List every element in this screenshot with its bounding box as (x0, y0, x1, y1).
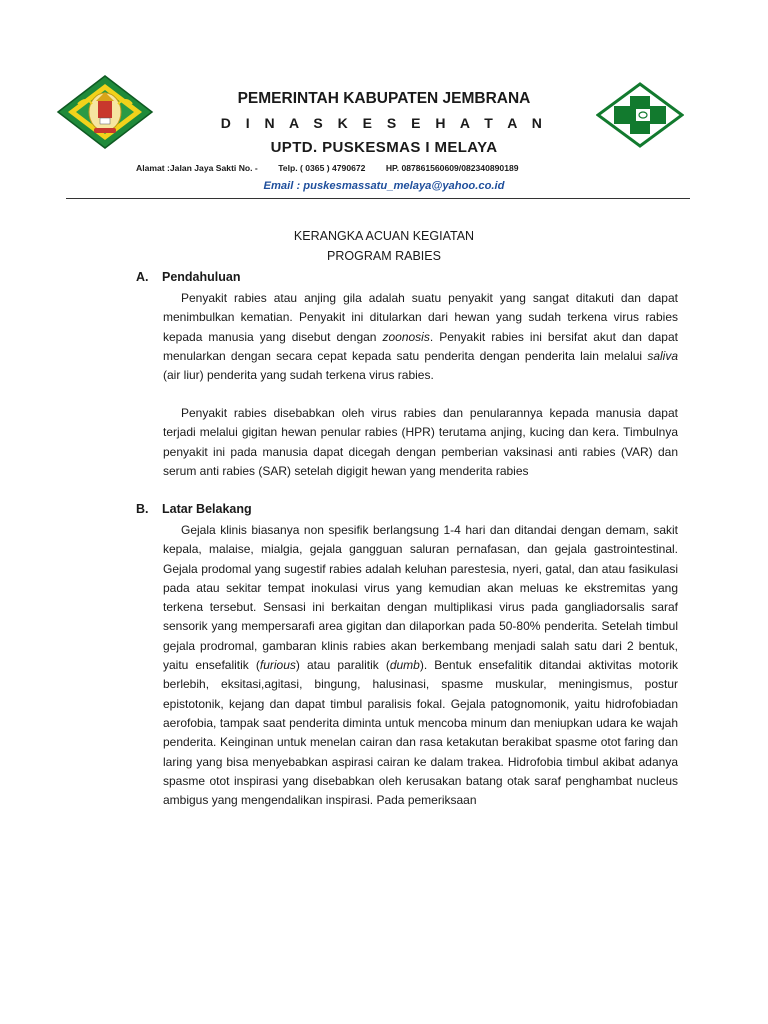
unit-name: UPTD. PUSKESMAS I MELAYA (270, 139, 498, 156)
contact-line (136, 163, 537, 173)
section-title: Pendahuluan (162, 270, 241, 284)
phone-text: Telp. ( 0365 ) 4790672 (278, 163, 366, 173)
hp-text: HP. 087861560609/082340890189 (385, 163, 519, 173)
paragraph-term: dumb (389, 658, 420, 673)
address-text: Alamat :Jalan Jaya Sakti No. - (136, 163, 258, 173)
section-title: Latar Belakang (162, 502, 252, 516)
paragraph-text: . Penyakit rabies ini bersifat akut dan dapat menularkan dengan secara cepat kepada satu penderita dengan penderita lain melalui (163, 329, 678, 363)
paragraph-text: (air liur) penderita yang sudah terkena virus rabies. (163, 368, 434, 383)
section-b-heading (136, 502, 252, 516)
government-name: PEMERINTAH KABUPATEN JEMBRANA (237, 90, 531, 107)
paragraph (163, 521, 678, 810)
document-title: KERANGKA ACUAN KEGIATAN (293, 229, 475, 243)
paragraph-text: Gejala klinis biasanya non spesifik berlangsung 1-4 hari dan ditandai dengan demam, sakit kepala, malaise, mialgia, gejala gangguan saluran pernafasan, dan gejala gastrointestinal. Gejala prodomal yang sugestif rabies adalah keluhan parestesia, nyeri, gatal, dan atau fasikulasi pada atau sekitar tempat inokulasi virus yang kemudian akan meluas ke ekstremitas yang terkena tersebut. Sensasi ini berkaitan dengan multiplikasi virus pada gangliadorsalis saraf sensorik yang mempersarafi area gigitan dan dilaporkan pada 50-80% penderita. Setelah timbul gejala prodromal, gambaran klinis rabies akan berkembang menjadi salah satu dari 2 bentuk, yaitu ensefalitik ( (163, 523, 678, 673)
section-a-heading (136, 270, 240, 284)
paragraph-term: saliva (647, 348, 678, 363)
section-letter: A. (136, 270, 149, 284)
paragraph (163, 404, 678, 481)
email-text: Email : puskesmassatu_melaya@yahoo.co.id (263, 180, 505, 192)
paragraph-term: furious (259, 658, 296, 673)
document-subtitle: PROGRAM RABIES (327, 249, 441, 263)
paragraph-term: zoonosis (382, 329, 430, 344)
paragraph-text: Penyakit rabies disebabkan oleh virus rabies dan penularannya kepada manusia dapat terjadi melalui gigitan hewan penular rabies (HPR) terutama anjing, kucing dan kera. Timbulnya penyakit ini pada manusia dapat dicegah dengan pemberian vaksinasi anti rabies (VAR) dan serum anti rabies (SAR) setelah digigit hewan yang menderita rabies (163, 406, 678, 478)
section-letter: B. (136, 502, 149, 516)
paragraph-text: ). Bentuk ensefalitik ditandai aktivitas motorik berlebih, eksitasi,agitasi, bingung, halusinasi, spasme muskular, meningismus, postur epistotonik, kejang dan dapat timbul paralisis fokal. Gejala patognomonik, yaitu hidrofobiadan aerofobia, tampak saat penderita diminta untuk mencoba minum dan meniupkan udara ke wajah penderita. Keinginan untuk menelan cairan dan rasa ketakutan berakibat spasme otot faring dan laring yang bisa menyebabkan aspirasi cairan ke dalam trakea. Hidrofobia timbul akibat adanya spasme otot inspirasi yang disebabkan oleh kerusakan batang otak saraf penghambat nucleus ambigus yang mengendalikan inspirasi. Pada pemeriksaan (163, 658, 678, 808)
paragraph (163, 289, 678, 385)
paragraph-text: ) atau paralitik ( (295, 658, 390, 673)
paragraph-text: Penyakit rabies atau anjing gila adalah suatu penyakit yang sangat ditakuti dan dapat menimbulkan kematian. Penyakit ini ditularkan dari hewan yang sudah terkena virus rabies kepada manusia yang disebut dengan (163, 291, 678, 344)
header-divider (66, 198, 690, 199)
department-name: D I N A S K E S E H A T A N (220, 115, 548, 131)
